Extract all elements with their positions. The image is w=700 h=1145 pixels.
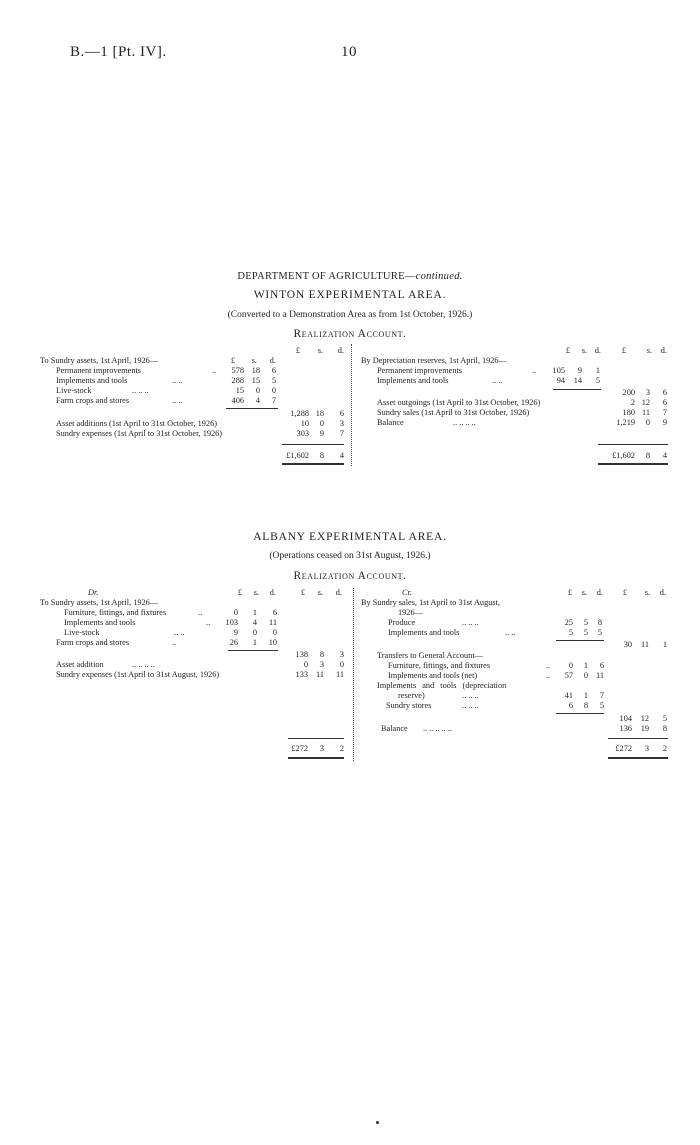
col-head-shillings: s. (581, 346, 587, 355)
total-rule-top (608, 738, 668, 739)
leader-dots: .. (546, 671, 551, 680)
debit-marker: Dr. (88, 588, 99, 597)
winton-subtitle: (Converted to a Demonstration Area as from 1st October, 1926.) (227, 310, 473, 320)
print-mark (376, 1121, 379, 1124)
albany-credit-item-label: Produce (388, 618, 416, 627)
amount-shillings: 8 (583, 701, 588, 710)
amount-shillings: 11 (316, 670, 324, 679)
amount-pence: 0 (339, 660, 344, 669)
leader-dots: .. .. (172, 376, 183, 385)
leader-dots: .. .. (174, 628, 185, 637)
leader-dots: .. .. .. .. (453, 418, 476, 427)
amount-shillings: 1 (252, 638, 257, 647)
amount-pence: 7 (599, 691, 604, 700)
amount-pence: 6 (662, 398, 667, 407)
total-rule-bottom (288, 757, 344, 759)
winton-title: WINTON EXPERIMENTAL AREA. (253, 289, 447, 301)
winton-debit-row-label: Sundry expenses (1st April to 31st October, 1926) (56, 429, 223, 438)
amount-pounds: 57 (564, 671, 573, 680)
albany-debit-intro: To Sundry assets, 1st April, 1926— (40, 598, 159, 607)
col-head-pounds: £ (295, 346, 300, 355)
leader-dots: .. .. .. (462, 701, 479, 710)
amount-pounds: 1,219 (616, 418, 635, 427)
col-head-pence: d. (337, 346, 344, 355)
leader-dots: .. .. (505, 628, 516, 637)
leader-dots: .. (532, 366, 537, 375)
winton-debit-item-label: Live-stock (56, 386, 92, 395)
amount-pounds: 303 (296, 429, 309, 438)
transfers-total-shillings: 12 (640, 714, 649, 723)
col-head-shillings: s. (317, 588, 323, 597)
amount-shillings: 0 (583, 671, 588, 680)
amount-pence: 7 (339, 429, 344, 438)
subtotal-rule (556, 713, 604, 714)
albany-debit-total-shillings: 3 (319, 744, 324, 753)
amount-shillings: 4 (255, 396, 260, 405)
subtotal-pounds: 30 (623, 640, 632, 649)
amount-pounds: 41 (564, 691, 573, 700)
department-continued: continued. (415, 271, 463, 282)
albany-title: ALBANY EXPERIMENTAL AREA. (253, 531, 447, 543)
amount-shillings: 0 (645, 418, 650, 427)
albany-debit-item-label: Live-stock (64, 628, 100, 637)
balance-pounds: 136 (619, 724, 632, 733)
leader-dots: .. (198, 608, 203, 617)
subtotal-shillings: 18 (315, 409, 324, 418)
amount-shillings: 11 (642, 408, 650, 417)
amount-pounds: 5 (568, 628, 573, 637)
winton-credit-row-label: Sundry sales (1st April to 31st October, 1926) (377, 408, 530, 417)
col-head-shillings: s. (251, 356, 257, 365)
amount-pounds: 578 (231, 366, 244, 375)
amount-pounds: 180 (622, 408, 635, 417)
subtotal-pence: 1 (662, 640, 667, 649)
winton-account-heading: Realization Account. (293, 328, 407, 340)
col-head-pounds: £ (230, 356, 235, 365)
winton-debit-total-pounds: £1,602 (286, 451, 309, 460)
amount-pence: 9 (662, 418, 667, 427)
amount-shillings: 1 (583, 661, 588, 670)
page-reference: B.—1 [Pt. IV]. (70, 44, 167, 60)
albany-divider (353, 588, 354, 761)
amount-pounds: 0 (233, 608, 238, 617)
albany-credit-total-shillings: 3 (644, 744, 649, 753)
winton-debit-total-pence: 4 (339, 451, 344, 460)
amount-pence: 7 (662, 408, 667, 417)
amount-pence: 5 (597, 628, 602, 637)
col-head-pounds: £ (622, 588, 627, 597)
col-head-shillings: s. (646, 346, 652, 355)
winton-debit-item-label: Implements and tools (56, 376, 128, 385)
amount-shillings: 9 (319, 429, 324, 438)
amount-pence: 5 (599, 701, 604, 710)
leader-dots: .. (206, 618, 211, 627)
amount-pounds: 6 (568, 701, 573, 710)
amount-pence: 6 (599, 661, 604, 670)
albany-debit-row-label: Asset addition (56, 660, 104, 669)
albany-transfers-intro: Transfers to General Account— (377, 651, 483, 660)
amount-pounds: 133 (295, 670, 308, 679)
albany-debit-item-label: Furniture, fittings, and fixtures (64, 608, 167, 617)
amount-shillings: 0 (319, 419, 324, 428)
subtotal-shillings: 3 (645, 388, 650, 397)
albany-debit-total-pounds: £272 (291, 744, 308, 753)
amount-shillings: 1 (583, 691, 588, 700)
subtotal-rule (228, 650, 278, 651)
amount-shillings: 12 (641, 398, 650, 407)
winton-debit-row-label: Asset additions (1st April to 31st October, 1926) (56, 419, 217, 428)
subtotal-pounds: 138 (295, 650, 308, 659)
winton-credit-row-label: Asset outgoings (1st April to 31st October, 1926) (377, 398, 541, 407)
amount-pence: 7 (271, 396, 276, 405)
col-head-shillings: s. (317, 346, 323, 355)
albany-credit-intro: By Sundry sales, 1st April to 31st August, (361, 598, 500, 607)
col-head-pence: d. (659, 588, 666, 597)
amount-pounds: 15 (235, 386, 244, 395)
col-head-shillings: s. (253, 588, 259, 597)
albany-debit-item-label: Implements and tools (64, 618, 136, 627)
amount-pence: 11 (596, 671, 604, 680)
winton-credit-total-shillings: 8 (645, 451, 650, 460)
col-head-pence: d. (596, 588, 603, 597)
col-head-pounds: £ (237, 588, 242, 597)
amount-shillings: 0 (252, 628, 257, 637)
col-head-pounds: £ (565, 346, 570, 355)
department-name: DEPARTMENT OF AGRICULTURE— (237, 271, 416, 282)
total-rule-bottom (608, 757, 668, 759)
amount-shillings: 3 (319, 660, 324, 669)
amount-pence: 11 (269, 618, 277, 627)
leader-dots: .. (212, 366, 217, 375)
winton-credit-total-pounds: £1,602 (612, 451, 635, 460)
albany-transfer-label: Implements and tools (net) (388, 671, 478, 680)
albany-transfer-label: reserve) (398, 691, 425, 700)
winton-debit-intro: To Sundry assets, 1st April, 1926— (40, 356, 159, 365)
albany-debit-item-label: Farm crops and stores (56, 638, 130, 647)
leader-dots: .. .. .. (132, 386, 149, 395)
leader-dots: .. .. (172, 396, 183, 405)
amount-pence: 6 (271, 366, 276, 375)
amount-shillings: 5 (583, 618, 588, 627)
subtotal-pence: 3 (339, 650, 344, 659)
albany-credit-intro-year: 1926— (398, 608, 423, 617)
amount-shillings: 5 (583, 628, 588, 637)
col-head-shillings: s. (581, 588, 587, 597)
col-head-pounds: £ (567, 588, 572, 597)
winton-balance-label: Balance (377, 418, 404, 427)
amount-shillings: 0 (255, 386, 260, 395)
col-head-pounds: £ (621, 346, 626, 355)
amount-pence: 0 (271, 386, 276, 395)
albany-transfer-label: Sundry stores (386, 701, 432, 710)
amount-pounds: 25 (564, 618, 573, 627)
credit-marker: Cr. (402, 588, 412, 597)
amount-pounds: 406 (231, 396, 244, 405)
leader-dots: .. (172, 638, 177, 647)
amount-shillings: 9 (577, 366, 582, 375)
amount-pence: 5 (595, 376, 600, 385)
col-head-pence: d. (335, 588, 342, 597)
winton-debit-item-label: Permanent improvements (56, 366, 142, 375)
albany-credit-item-label: Implements and tools (388, 628, 460, 637)
winton-credit-total-pence: 4 (662, 451, 667, 460)
leader-dots: .. .. .. .. (132, 660, 155, 669)
amount-shillings: 15 (251, 376, 260, 385)
winton-credit-item-label: Implements and tools (377, 376, 449, 385)
amount-pounds: 0 (303, 660, 308, 669)
subtotal-pounds: 200 (622, 388, 635, 397)
amount-pounds: 94 (556, 376, 565, 385)
balance-pence: 8 (662, 724, 667, 733)
balance-shillings: 19 (640, 724, 649, 733)
amount-pence: 6 (272, 608, 277, 617)
subtotal-pence: 6 (662, 388, 667, 397)
subtotal-pounds: 1,288 (290, 409, 309, 418)
albany-transfer-label: Furniture, fittings, and fixtures (388, 661, 491, 670)
winton-debit-item-label: Farm crops and stores (56, 396, 130, 405)
col-head-pounds: £ (300, 588, 305, 597)
amount-shillings: 4 (252, 618, 257, 627)
amount-pence: 10 (268, 638, 277, 647)
amount-pence: 1 (595, 366, 600, 375)
amount-pence: 8 (597, 618, 602, 627)
amount-pounds: 105 (552, 366, 565, 375)
albany-credit-total-pounds: £272 (615, 744, 632, 753)
transfers-total-pounds: 104 (619, 714, 632, 723)
col-head-shillings: s. (644, 588, 650, 597)
albany-balance-label: Balance (381, 724, 408, 733)
col-head-pence: d. (269, 356, 276, 365)
leader-dots: .. .. (492, 376, 503, 385)
albany-debit-row-label: Sundry expenses (1st April to 31st August, 1926) (56, 670, 220, 679)
subtotal-pence: 6 (339, 409, 344, 418)
amount-pounds: 10 (300, 419, 309, 428)
amount-pence: 3 (339, 419, 344, 428)
amount-pounds: 103 (225, 618, 238, 627)
albany-account-heading: Realization Account. (293, 570, 407, 582)
col-head-pence: d. (594, 346, 601, 355)
albany-debit-total-pence: 2 (339, 744, 344, 753)
amount-pounds: 26 (229, 638, 238, 647)
amount-pounds: 0 (568, 661, 573, 670)
winton-credit-item-label: Permanent improvements (377, 366, 463, 375)
winton-debit-total-shillings: 8 (319, 451, 324, 460)
leader-dots: .. (546, 661, 551, 670)
col-head-pence: d. (269, 588, 276, 597)
col-head-pence: d. (660, 346, 667, 355)
leader-dots: .. .. .. (462, 691, 479, 700)
amount-shillings: 1 (252, 608, 257, 617)
albany-credit-total-pence: 2 (662, 744, 667, 753)
winton-credit-intro: By Depreciation reserves, 1st April, 1926— (361, 356, 507, 365)
subtotal-shillings: 11 (641, 640, 649, 649)
amount-pence: 11 (336, 670, 344, 679)
amount-pence: 0 (272, 628, 277, 637)
amount-pence: 5 (271, 376, 276, 385)
leader-dots: .. .. .. .. .. (423, 724, 453, 733)
leader-dots: .. .. .. (462, 618, 479, 627)
amount-pounds: 9 (233, 628, 238, 637)
page-number: 10 (341, 44, 357, 60)
transfers-total-pence: 5 (662, 714, 667, 723)
amount-shillings: 18 (251, 366, 260, 375)
albany-subtitle: (Operations ceased on 31st August, 1926.) (269, 551, 431, 561)
amount-shillings: 14 (573, 376, 582, 385)
subtotal-shillings: 8 (319, 650, 324, 659)
amount-pounds: 2 (630, 398, 635, 407)
amount-pounds: 288 (231, 376, 244, 385)
albany-transfer-label: Implements and tools (depreciation (377, 681, 507, 690)
subtotal-rule (556, 640, 604, 641)
total-rule-top (288, 738, 344, 739)
